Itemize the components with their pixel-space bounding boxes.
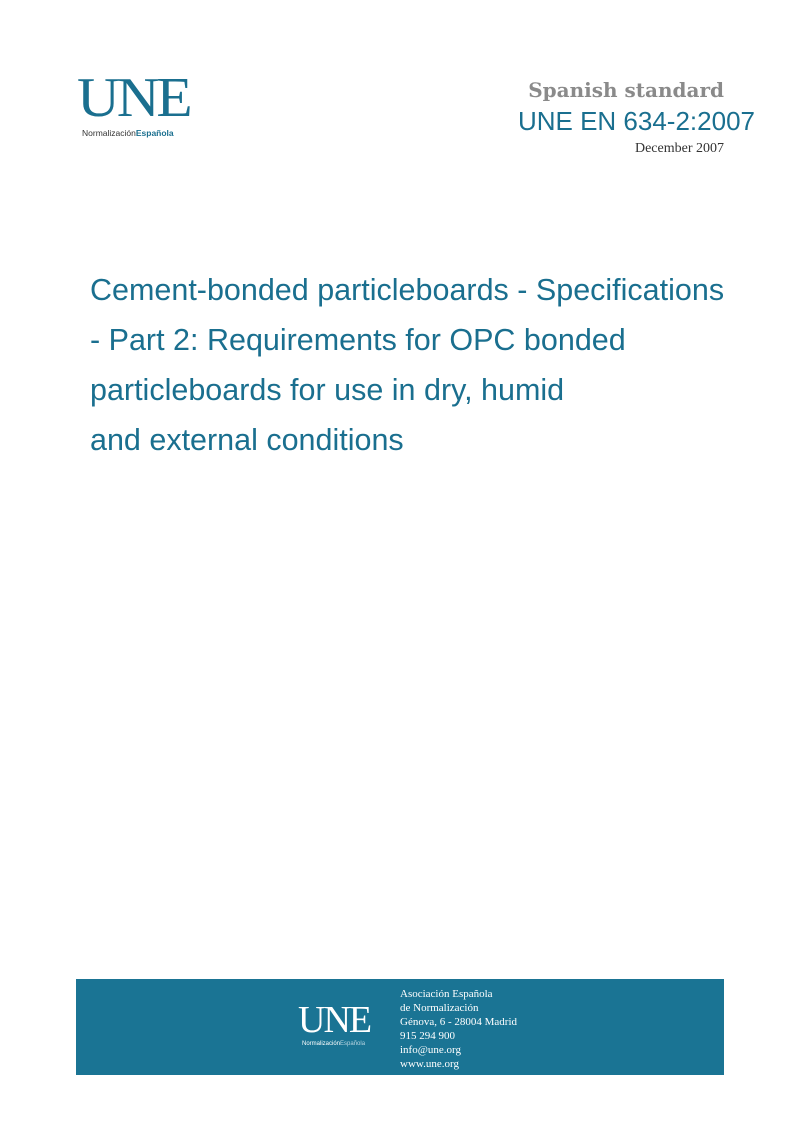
footer-logo-subtitle-bold: Española xyxy=(340,1041,366,1047)
email-link[interactable]: info@une.org xyxy=(400,1044,461,1056)
document-title xyxy=(90,265,780,465)
standard-type: Spanish standard xyxy=(528,78,724,102)
une-logo-subtitle xyxy=(82,128,174,138)
footer-logo-mark: UNE xyxy=(298,999,371,1041)
footer-logo-subtitle xyxy=(302,1041,365,1047)
standard-date: December 2007 xyxy=(634,141,724,156)
standard-info xyxy=(517,78,755,157)
une-logo-mark: UNE xyxy=(77,67,190,129)
address-block xyxy=(400,987,517,1071)
address-line: de Normalización xyxy=(400,1002,479,1014)
logo-subtitle-bold: Española xyxy=(135,128,174,138)
phone: 915 294 900 xyxy=(400,1030,455,1042)
website-link[interactable]: www.une.org xyxy=(400,1058,459,1070)
title-line: particleboards for use in dry, humid xyxy=(90,373,565,407)
address-line: Asociación Española xyxy=(400,988,493,1000)
footer-banner xyxy=(76,979,724,1075)
title-line: and external conditions xyxy=(90,423,404,457)
footer-logo-subtitle-regular: Normalización xyxy=(302,1041,341,1047)
une-logo xyxy=(77,67,207,145)
address-line: Génova, 6 - 28004 Madrid xyxy=(400,1016,518,1028)
title-line: - Part 2: Requirements for OPC bonded xyxy=(90,323,626,357)
logo-subtitle-regular: Normalización xyxy=(82,128,136,138)
title-line: Cement-bonded particleboards - Specifications xyxy=(90,273,725,307)
standard-code: UNE EN 634-2:2007 xyxy=(517,106,755,136)
